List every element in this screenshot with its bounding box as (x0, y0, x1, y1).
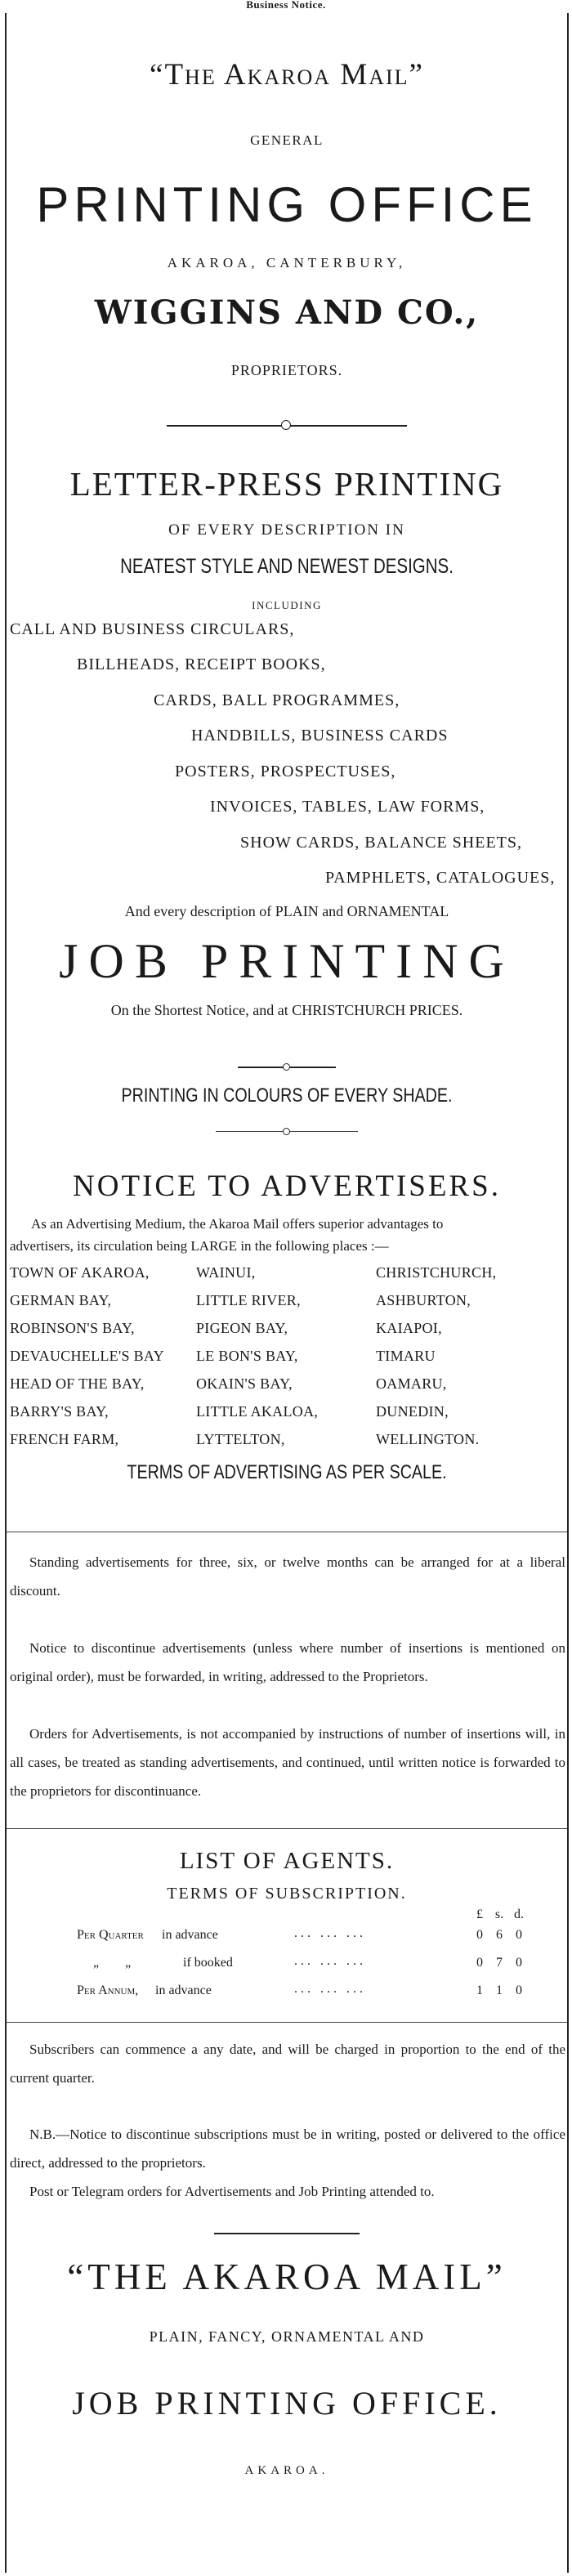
town-name: ROBINSON'S BAY, (10, 1320, 135, 1336)
town-name: BARRY'S BAY, (10, 1403, 109, 1420)
advertisement-frame: “The Akaroa Mail” GENERAL PRINTING OFFICE AKAROA, CANTERBURY, WIGGINS AND CO., PROPRIETORS. LETTER-PRESS PRINTING OF EVERY DESCRIPTION IN NEATEST STYLE AND NEWEST DESIGNS. INCLUDING CALL AND BUSINESS CIRCULARS, BILLHEADS, RECEIPT BOOKS, CARDS, BALL PROGRAMMES, HANDBILLS, BUSINESS CARDS POSTERS, PROSPECTUSES, INVOICES, TABLES, LAW FORMS, SHOW CARDS, BALANCE SHEETS, PAMPHLETS, CATALOGUES, And every description of PLAIN and ORNAMENTAL JOB PRINTING On the Shortest Notice, and at CHRISTCHURCH PRICES. PRINTING IN COLOURS OF EVERY SHADE. NOTICE TO ADVERTISERS. As an Advertising Medium, the Akaroa Mail offers superior advantages to advertisers, its circulation being LARGE in the following places :— TOWN OF AKAROA, GERMAN BAY, ROBINSON'S BAY, DEVAUCHELLE'S BAY HEAD OF THE BAY, BARRY'S BAY, FRENCH FARM, WAINUI, LITTLE RIVER, PIGEON BAY, LE BON'S BAY, OKAIN'S BAY, LITTLE AKALOA, LYTTELTON, CHRISTCHURCH, ASHBURTON, KAIAPOI, TIMARU OAMARU, DUNEDIN, WELLINGTON. TERMS OF ADVERTISING AS PER SCALE. Standing advertisements for three, six, or twelve months can be arranged for at a liberal discount. Notice to discontinue advertisements (unless where number of insertions is mentioned on original order), must be forwarded, in writing, addressed to the Proprietors. Orders for Advertisements, is not accompanied by instructions of number of insertions will, in all cases, be treated as standing advertisements, and continued, until written notice is forwarded to the proprietors for discontinuance. LIST OF AGENTS. TERMS OF SUBSCRIPTION. £ s. d. Per Quarter in advance ... ... ... 0 6 0 „ „ if booked ... ... ... 0 7 0 Per Annum, in advance ... ... ... 1 1 0 Subscribers can commence a any date, and will be charged in proportion to the end of the current quarter. N.B.—Notice to discontinue subscriptions must be in writing, posted or delivered to the office direct, addressed to the proprietors. Post or Telegram orders for Advertisements and Job Printing attended to. “THE AKAROA MAIL” PLAIN, FANCY, ORNAMENTAL AND JOB PRINTING OFFICE. AKAROA. (5, 13, 569, 2573)
including-label: INCLUDING (252, 599, 322, 611)
advertising-intro-line: advertisers, its circulation being LARGE in the following places :— (10, 1238, 389, 1254)
discontinue-advertisements-paragraph: Notice to discontinue advertisements (unless where number of insertions is mentioned on original order), must be forwarded, in writing, addressed to the Proprietors. (10, 1640, 565, 1684)
nb-paragraph: N.B.—Notice to discontinue subscriptions must be in writing, posted or delivered to the office direct, addressed to the proprietors. (10, 2127, 565, 2171)
currency-header: £ (476, 1907, 483, 1921)
section-header: Business Notice. (246, 0, 326, 11)
currency-header: d. (514, 1907, 524, 1921)
letterpress-heading: LETTER-PRESS PRINTING (69, 465, 504, 503)
terms-of-subscription-heading: TERMS OF SUBSCRIPTION. (167, 1885, 407, 1903)
town-name: TIMARU (376, 1348, 436, 1364)
town-name: DEVAUCHELLE'S BAY (10, 1348, 164, 1364)
footer-job-printing-office: JOB PRINTING OFFICE. (72, 2385, 502, 2422)
section-rule (7, 1828, 567, 1829)
town-name: HEAD OF THE BAY, (10, 1375, 145, 1392)
footer-title: “THE AKAROA MAIL” (67, 2256, 507, 2297)
printing-item: SHOW CARDS, BALANCE SHEETS, (240, 834, 522, 852)
masthead-firm: WIGGINS AND CO., (94, 293, 480, 332)
town-name: OKAIN'S BAY, (196, 1375, 293, 1392)
town-name: OAMARU, (376, 1375, 447, 1392)
section-rule (214, 2233, 360, 2234)
masthead-location: AKAROA, CANTERBURY, (167, 255, 407, 271)
printing-item: INVOICES, TABLES, LAW FORMS, (210, 798, 485, 816)
printing-item: CALL AND BUSINESS CIRCULARS, (10, 620, 295, 638)
town-name: TOWN OF AKAROA, (10, 1264, 150, 1281)
town-name: KAIAPOI, (376, 1320, 442, 1336)
printing-item: PAMPHLETS, CATALOGUES, (325, 869, 556, 887)
orders-paragraph: Orders for Advertisements, is not accompanied by instructions of number of insertions will, in all cases, be treated as standing advertisements, and continued, until written notice is forwarded to the proprietors for discontinuance. (10, 1726, 565, 1799)
town-name: ASHBURTON, (376, 1292, 471, 1308)
footer-akaroa: AKAROA. (244, 2464, 329, 2477)
shortest-notice-line: On the Shortest Notice, and at CHRISTCHURCH PRICES. (110, 1002, 463, 1018)
masthead-title: “The Akaroa Mail” (150, 58, 424, 92)
post-telegram-paragraph: Post or Telegram orders for Advertisements and Job Printing attended to. (29, 2184, 435, 2199)
section-rule (7, 2022, 567, 2023)
town-name: DUNEDIN, (376, 1403, 449, 1420)
subscribers-paragraph: Subscribers can commence a any date, and will be charged in proportion to the end of the current quarter. (10, 2042, 565, 2086)
town-name: LITTLE AKALOA, (196, 1403, 319, 1420)
printing-item: POSTERS, PROSPECTUSES, (175, 763, 396, 780)
every-description-line: OF EVERY DESCRIPTION IN (168, 521, 405, 539)
town-name: WELLINGTON. (376, 1431, 480, 1447)
town-name: LITTLE RIVER, (196, 1292, 301, 1308)
town-name: PIGEON BAY, (196, 1320, 288, 1336)
masthead-proprietors: PROPRIETORS. (230, 362, 343, 378)
printing-item: HANDBILLS, BUSINESS CARDS (191, 727, 449, 745)
town-name: LYTTELTON, (196, 1431, 285, 1447)
standing-advertisements-paragraph: Standing advertisements for three, six, or twelve months can be arranged for at a liberal discount. (10, 1554, 565, 1599)
list-of-agents-heading: LIST OF AGENTS. (179, 1848, 395, 1874)
town-name: CHRISTCHURCH, (376, 1264, 497, 1281)
masthead-general: GENERAL (250, 132, 324, 148)
town-name: LE BON'S BAY, (196, 1348, 298, 1364)
advertising-intro-line: As an Advertising Medium, the Akaroa Mail offers superior advantages to (31, 1216, 444, 1232)
job-printing-heading: JOB PRINTING (59, 934, 515, 988)
printing-item: CARDS, BALL PROGRAMMES, (154, 691, 400, 709)
printing-item: BILLHEADS, RECEIPT BOOKS, (77, 655, 326, 673)
notice-to-advertisers-heading: NOTICE TO ADVERTISERS. (73, 1169, 501, 1203)
terms-of-advertising: TERMS OF ADVERTISING AS PER SCALE. (127, 1461, 447, 1483)
colours-line: PRINTING IN COLOURS OF EVERY SHADE. (121, 1085, 453, 1107)
town-name: WAINUI, (196, 1264, 256, 1281)
currency-header: s. (494, 1907, 504, 1921)
footer-plain-fancy: PLAIN, FANCY, ORNAMENTAL AND (149, 2328, 425, 2345)
masthead-printing-office: PRINTING OFFICE (36, 177, 538, 232)
neatest-style-line: NEATEST STYLE AND NEWEST DESIGNS. (120, 555, 454, 578)
and-every-description: And every description of PLAIN and ORNAMENTAL (124, 903, 449, 919)
town-name: GERMAN BAY, (10, 1292, 112, 1308)
town-name: FRENCH FARM, (10, 1431, 119, 1447)
